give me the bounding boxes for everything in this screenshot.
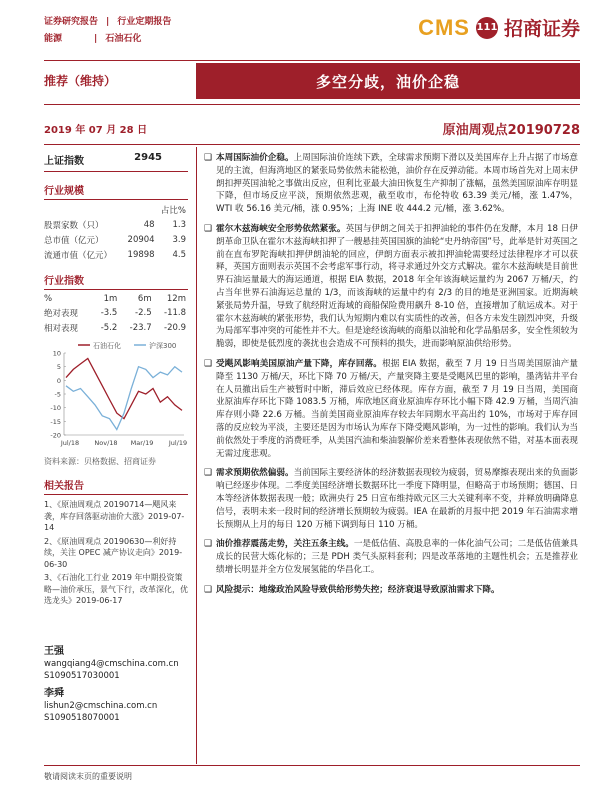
paragraph: ❑ 本周国际油价企稳。上周国际油价连续下跌，全球需求预期下滑以及美国库存上升占据了市场意见的主流，但海湾地区的紧张局势依然未能松弛，油价存在反弹动能。本周市场首先对上周末伊朗扣押英国油轮之事做出反应，但利比亚最大油田恢复生产抑制了涨幅，虽然美国原油库存明显下降，但市场反应平淡，预期依然悲观，截至收市，布伦特收 63.39 美元/桶，涨 1.47%，WTI 收 56.16 美元/桶，涨 0.95%；上海 INE 收 444.2 元/桶，涨 3.62%。 — [204, 153, 578, 215]
analysts — [44, 640, 188, 724]
analyst-name: 王强 — [44, 646, 64, 657]
paragraph: ❑ 需求预期依然偏弱。当前国际主要经济体的经济数据表现较为疲弱，贸易摩擦表现出来的负面影响已经逐步体现。二季度美国经济增长数据环比一季度下降明显，但略高于市场预期；德国、日本等经济体数据表现一般；欧洲央行 25 日宣布维持欧元区三大关键利率不变，并释放明确降息信号，表明未来一段时间的经济增长预期较为疲弱。IEA 在最新的月报中把 2019 年石油需求增长预期从上月的每日 120 万桶下调到每日 110 万桶。 — [204, 468, 578, 530]
bullet-icon: ❑ — [204, 223, 213, 234]
y-tick-label: -5 — [54, 390, 61, 399]
tag-industry: 石油石化 — [105, 34, 142, 44]
analyst-email[interactable]: wangqiang4@cmschina.com.cn — [44, 659, 179, 669]
x-tick-label: Jul/18 — [60, 439, 80, 447]
trend-title: 行业指数 — [44, 272, 188, 290]
table-row: 相对表现 -5.2 -23.7 -20.9 — [44, 322, 186, 334]
y-tick-label: 5 — [56, 363, 61, 372]
x-tick-label: Mar/19 — [130, 439, 154, 447]
trend-table — [44, 292, 188, 335]
logo-cn: 招商证券 — [503, 18, 580, 40]
table-row: 总市值（亿元） 20904 3.9 — [44, 234, 186, 246]
column-divider — [196, 147, 197, 764]
list-item[interactable]: 2、《原油周观点 20190630—利好持续，关注 OPEC 减产协议走向》2019-06-30 — [44, 536, 183, 569]
y-tick-label: -15 — [50, 417, 61, 426]
legend-label: 石油石化 — [93, 342, 121, 350]
divider-mid — [44, 104, 580, 105]
bullet-icon: ❑ — [204, 539, 213, 550]
footer-divider — [44, 765, 580, 766]
table-header: % 1m 6m 12m — [44, 293, 186, 304]
tag-report-category: 行业定期报告 — [117, 17, 172, 27]
x-tick-label: Nov/18 — [94, 439, 118, 447]
report-title: 多空分歧，油价企稳 — [315, 72, 460, 91]
main-content — [204, 152, 578, 604]
list-item[interactable]: 3、《石油化工行业 2019 年中期投资策略—油价承压，景气下行，改革深化，优选龙头》2019-06-17 — [44, 573, 188, 605]
related-title: 相关报告 — [44, 477, 188, 495]
logo-badge-icon: 111 — [476, 17, 498, 39]
x-tick-label: Jul/19 — [168, 439, 188, 447]
report-tags: 证券研究报告 | 行业定期报告 能源 | 石油石化 — [44, 14, 171, 48]
report-date: 2019 年 07 月 28 日 — [44, 125, 148, 136]
paragraph: ❑ 霍尔木兹海峡安全形势依然紧张。英国与伊朗之间关于扣押油轮的事件仍在发酵，本月 18 日伊朗革命卫队在霍尔木兹海峡扣押了一艘悬挂英国国旗的油轮“史丹纳帝国”号，此举是针对英国之前在直布罗陀海峡扣押伊朗油轮的回应，伊朗方面表示被扣押油轮需要经过法律程序才可以获释，英国方面则表示英国不会考虑军事行动，将寻求通过外交方式解决。霍尔木兹海峡是目前世界石油运量最大的海运通道，根据 EIA 数据，2018 年全年该海峡运量约为 2067 万桶/天，约占当年世界石油海运总量的 1/3，而该海峡的运量中约有 2/3 的目的地是亚洲国家。近期海峡紧张局势升温，导致了航经附近海域的商船保险费用飙升 8-10 倍，直接增加了航运成本。对于霍尔木兹海峡的紧张形势，我们认为短期内难以有实质性的改善，但各方未发生剧烈冲突，升级为局部军事冲突的可能性并不大。但是途经该海峡的商船以油轮和化学品船居多，安全性须较为脆弱，即使是低烈度的袭扰也会造成不可预料的损失，进而影响原油供给形势。 — [204, 223, 578, 350]
analyst-name: 李舜 — [44, 688, 64, 699]
index-label: 上证指数 — [44, 156, 84, 167]
table-row: 绝对表现 -3.5 -2.5 -11.8 — [44, 307, 186, 319]
y-tick-label: -20 — [50, 431, 61, 440]
bullet-icon: ❑ — [204, 153, 213, 163]
analyst-id: S1090518070001 — [44, 713, 120, 723]
index-value: 2945 — [134, 152, 162, 163]
rating-label: 推荐（维持） — [44, 74, 117, 88]
y-tick-label: -10 — [50, 404, 61, 413]
bullet-icon: ❑ — [204, 584, 213, 595]
source-note: 资料来源：贝格数据、招商证券 — [44, 457, 156, 466]
sidebar — [44, 152, 188, 609]
legend-label: 沪深300 — [149, 342, 177, 350]
analyst-email[interactable]: lishun2@cmschina.com.cn — [44, 701, 158, 711]
bullet-icon: ❑ — [204, 358, 213, 369]
scale-header: 占比% — [160, 205, 186, 216]
paragraph: ❑ 油价推荐震荡走势，关注五条主线。一是低估值、高股息率的一体化油气公司；二是低估值兼具成长的民营大炼化标的；三是 PDH 类气头原料套利；四是改革落地的主题性机会；五是推荐业绩增长明显并全方位发展氢能的华昌化工。 — [204, 539, 578, 575]
divider-top — [44, 60, 580, 61]
analyst-id: S1090517030001 — [44, 671, 120, 681]
y-tick-label: 10 — [52, 349, 61, 358]
company-logo — [418, 14, 580, 41]
table-row: 流通市值（亿元） 19898 4.5 — [44, 249, 186, 261]
scale-table — [44, 202, 188, 262]
related-reports — [44, 499, 188, 607]
paragraph: ❑ 风险提示：地缘政治风险导致供给形势失控；经济衰退导致原油需求下降。 — [204, 584, 500, 595]
scale-title: 行业规模 — [44, 182, 188, 200]
footer-note: 敬请阅读末页的重要说明 — [44, 772, 132, 781]
table-row: 股票家数（只） 48 1.3 — [44, 219, 186, 231]
y-tick-label: 0 — [56, 376, 61, 385]
index-row — [44, 152, 188, 172]
bullet-icon: ❑ — [204, 468, 213, 479]
tag-sector: 能源 — [44, 34, 63, 44]
series-line — [66, 359, 182, 419]
report-subtitle: 原油周观点20190728 — [442, 123, 580, 138]
logo-en: CMS — [418, 14, 470, 40]
tag-report-type: 证券研究报告 — [44, 17, 99, 27]
paragraph: ❑ 受飓风影响美国原油产量下降，库存回落。根据 EIA 数据，截至 7 月 19 日当周美国原油产量降至 1130 万桶/天，环比下降 70 万桶/天，产量突降主要是受飓风巴里的影响，墨湾钻井平台在人员撤出后生产被暂时中断，滞后效应已经体现。库存方面，截至 7 月 19 日当周，美国商业原油库存环比下降 1083.5 万桶，库欣地区商业原油库存环比小幅下降 42.9 万桶，当周汽油库存则小降 22.6 万桶。当前美国商业原油库存较去年同期水平高出约 10%，市场对于库存回落的反应较为平淡，主要还是因为市场认为库存下降受飓风影响，为一过性的影响。我们认为当前依然处于季度的消费旺季，从美国汽油和柴油裂解价差来看整体表现依然不错，对基本面表现无需过度悲观。 — [204, 358, 578, 459]
list-item[interactable]: 1、《原油周观点 20190714—飓风来袭，库存回落驱动油价大涨》2019-07-14 — [44, 500, 185, 532]
report-title-banner — [196, 63, 580, 99]
trend-chart — [44, 339, 188, 451]
divider-bottom — [44, 144, 580, 145]
